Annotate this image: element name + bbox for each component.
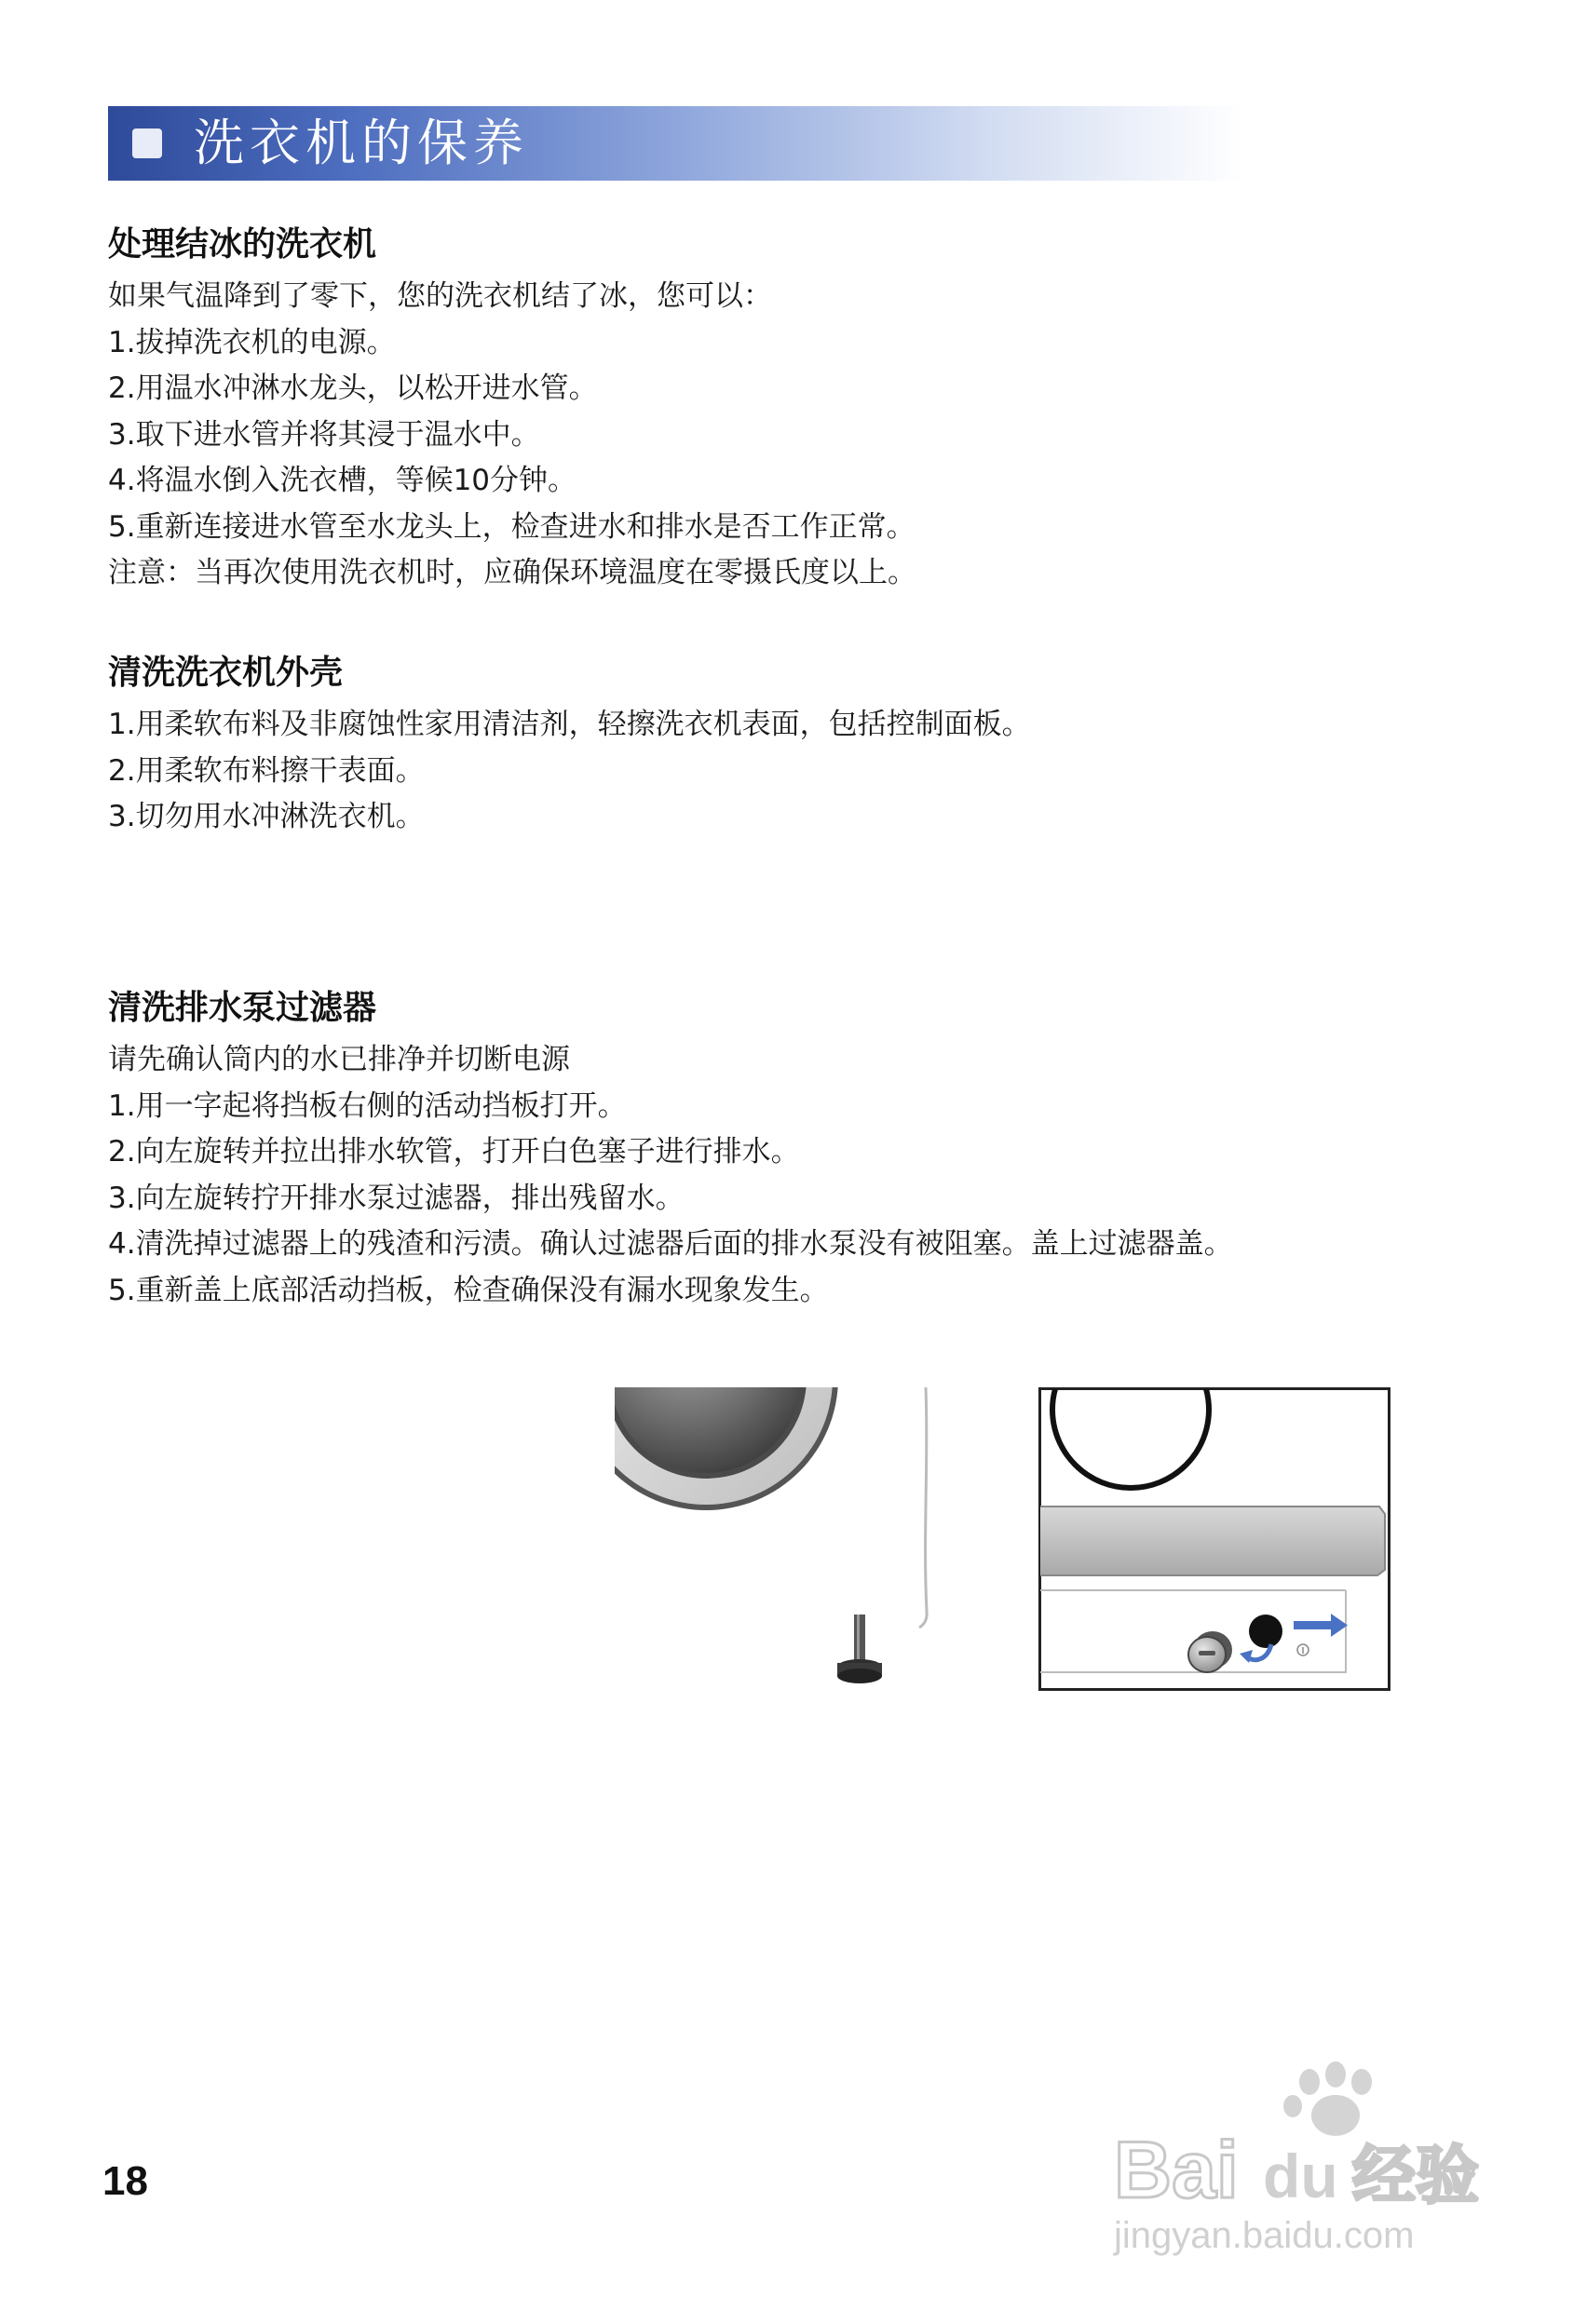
paw-logo-icon bbox=[1283, 2061, 1372, 2136]
step-line: 3.取下进水管并将其浸于温水中。 bbox=[108, 417, 540, 452]
step-line: 4.将温水倒入洗衣槽，等候10分钟。 bbox=[108, 464, 577, 497]
step-line: 5.重新盖上底部活动挡板，检查确保没有漏水现象发生。 bbox=[108, 1273, 829, 1307]
drain-filter-illustration bbox=[1038, 1387, 1390, 1691]
section-clean-drain-filter bbox=[108, 985, 1468, 1314]
step-line: 1.用柔软布料及非腐蚀性家用清洁剂，轻擦洗衣机表面，包括控制面板。 bbox=[108, 708, 1031, 741]
section-title-bar bbox=[108, 106, 1244, 181]
section-clean-exterior bbox=[108, 650, 1468, 841]
watermark-url: jingyan.baidu.com bbox=[1114, 2215, 1415, 2256]
title-bullet-square bbox=[132, 128, 162, 158]
watermark-product: 经验 bbox=[1352, 2140, 1480, 2213]
drain-hose-opening bbox=[1249, 1615, 1282, 1648]
note-line: 注意：当再次使用洗衣机时，应确保环境温度在零摄氏度以上。 bbox=[108, 556, 916, 589]
adjustable-foot bbox=[837, 1615, 882, 1683]
section-heading: 清洗洗衣机外壳 bbox=[108, 654, 344, 692]
step-line: 5.重新连接进水管至水龙头上，检查进水和排水是否工作正常。 bbox=[108, 509, 916, 544]
section-heading: 处理结冰的洗衣机 bbox=[108, 225, 377, 263]
step-line: 4.清洗掉过滤器上的残渣和污渍。确认过滤器后面的排水泵没有被阻塞。盖上过滤器盖。 bbox=[108, 1227, 1233, 1261]
intro-line: 如果气温降到了零下，您的洗衣机结了冰，您可以： bbox=[108, 279, 772, 313]
step-line: 2.向左旋转并拉出排水软管，打开白色塞子进行排水。 bbox=[108, 1135, 800, 1169]
step-line: 3.向左旋转拧开排水泵过滤器，排出残留水。 bbox=[108, 1181, 685, 1215]
step-line: 3.切勿用水冲淋洗衣机。 bbox=[108, 800, 425, 833]
washer-door-illustration bbox=[610, 1387, 955, 1704]
step-line: 1.用一字起将挡板右侧的活动挡板打开。 bbox=[108, 1088, 627, 1123]
step-line: 2.用温水冲淋水龙头，以松开进水管。 bbox=[108, 372, 598, 405]
step-line: 1.拔掉洗衣机的电源。 bbox=[108, 325, 396, 359]
watermark-brand-du: du bbox=[1263, 2142, 1338, 2210]
section-heading: 清洗排水泵过滤器 bbox=[108, 989, 377, 1027]
watermark-brand: Bai bbox=[1114, 2126, 1239, 2215]
page-title: 洗衣机的保养 bbox=[194, 114, 529, 172]
pull-out-arrow bbox=[1294, 1621, 1333, 1629]
step-line: 2.用柔软布料擦干表面。 bbox=[108, 753, 425, 788]
cabinet-edge-line bbox=[919, 1387, 927, 1628]
baidu-jingyan-watermark bbox=[1108, 2058, 1499, 2263]
intro-line: 请先确认筒内的水已排净并切断电源 bbox=[108, 1043, 570, 1076]
page-number: 18 bbox=[102, 2158, 148, 2204]
kick-panel bbox=[1038, 1507, 1385, 1575]
section-frozen-washer bbox=[108, 222, 1468, 597]
